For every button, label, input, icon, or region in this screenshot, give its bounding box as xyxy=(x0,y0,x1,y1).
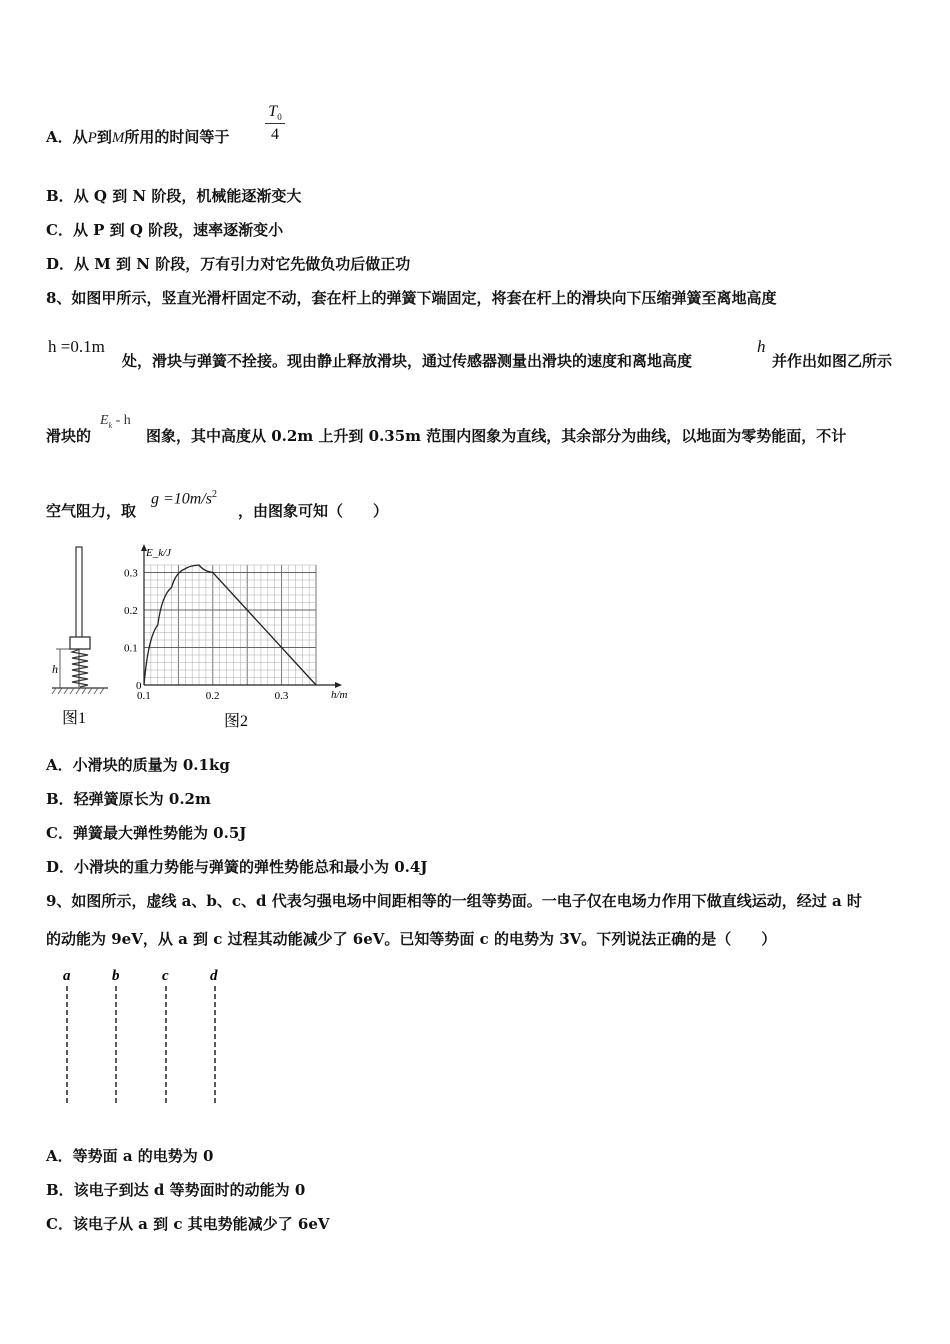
q9-stem-line-1: 9、如图所示，虚线 a、b、c、d 代表匀强电场中间距相等的一组等势面。一电子仅在电场力作用下做直线运动，经过 a 时 xyxy=(46,892,862,910)
q8-stem-line-4-end: ，由图象可知（ ） xyxy=(238,502,389,520)
chart-grid xyxy=(144,565,316,685)
y-tick-label: 0.2 xyxy=(124,605,138,617)
q8-stem-line-2: 处，滑块与弹簧不拴接。现由静止释放滑块，通过传感器测量出滑块的速度和离地高度 xyxy=(122,352,693,370)
equipotential-figure xyxy=(55,962,235,1112)
ek-h-label xyxy=(100,413,131,430)
q8-stem-line-1: 8、如图甲所示，竖直光滑杆固定不动，套在杆上的弹簧下端固定，将套在杆上的滑块向下压缩弹簧至离地高度 xyxy=(46,289,777,307)
h-symbol: h xyxy=(757,337,766,356)
label-b: b xyxy=(112,968,120,984)
q7-option-a-mid: 到 xyxy=(96,128,112,146)
y-tick-label: 0.1 xyxy=(124,642,138,655)
label-a: a xyxy=(63,968,71,984)
g-superscript: 2 xyxy=(212,489,218,500)
fig1-caption: 图1 xyxy=(62,710,87,727)
y-tick-label: 0.3 xyxy=(124,567,138,580)
q9-option-b: B．该电子到达 d 等势面时的动能为 0 xyxy=(46,1181,306,1199)
q8-option-d: D．小滑块的重力势能与弹簧的弹性势能总和最小为 0.4J xyxy=(46,858,428,876)
x-tick-label: 0.3 xyxy=(274,690,289,702)
slider-block xyxy=(70,637,90,649)
vertical-rod xyxy=(76,547,82,639)
figure-2-ek-h-chart xyxy=(126,540,366,735)
q7-option-a xyxy=(46,127,229,148)
label-c: c xyxy=(162,968,169,984)
fig2-caption: 图2 xyxy=(224,713,249,730)
q8-stem-line-3: 图象，其中高度从 0.2m 上升到 0.35m 范围内图象为直线，其余部分为曲线，以地面为零势能面，不计 xyxy=(146,427,847,445)
q8-stem-line-4-start: 空气阻力，取 xyxy=(46,502,137,520)
point-m: M xyxy=(111,130,125,146)
chart-axes xyxy=(141,544,342,688)
g-formula xyxy=(151,489,217,508)
ground-hatch xyxy=(52,688,104,694)
fraction-numerator: T xyxy=(268,103,278,120)
g-value: g =10m/s xyxy=(151,490,213,508)
y-axis-label: E_k/J xyxy=(146,547,172,559)
t0-over-4-fraction xyxy=(265,103,285,144)
fraction-denominator: 4 xyxy=(271,126,279,144)
ek-e: E xyxy=(100,413,109,428)
q8-stem-line-3-start: 滑块的 xyxy=(46,427,92,445)
spring xyxy=(72,649,88,687)
q9-option-c: C．该电子从 a 到 c 其电势能减少了 6eV xyxy=(46,1215,330,1233)
q7-option-a-suffix: 所用的时间等于 xyxy=(124,128,230,146)
y-tick-label: 0 xyxy=(136,680,142,692)
equipotential-b xyxy=(112,968,120,1104)
q7-option-c: C．从 P 到 Q 阶段，速率逐渐变小 xyxy=(46,221,284,239)
ek-sub: k xyxy=(108,420,113,430)
point-p: P xyxy=(87,130,97,146)
q8-option-a: A．小滑块的质量为 0.1kg xyxy=(46,756,230,774)
figure-1-apparatus xyxy=(46,545,126,735)
equipotential-d xyxy=(210,968,218,1104)
fig1-h-label: h xyxy=(52,662,58,676)
equipotential-c xyxy=(162,968,169,1104)
q8-option-b: B．轻弹簧原长为 0.2m xyxy=(46,790,211,808)
ek-dash-h: - h xyxy=(115,413,131,428)
q8-stem-line-2-end: 并作出如图乙所示 xyxy=(772,352,893,370)
h-equals-formula: h =0.1m xyxy=(48,337,105,356)
q8-option-c: C．弹簧最大弹性势能为 0.5J xyxy=(46,824,247,842)
x-tick-label: 0.2 xyxy=(205,690,220,702)
q7-option-a-prefix: A．从 xyxy=(46,128,88,146)
x-axis-label: h/m xyxy=(331,689,348,701)
q7-option-b: B．从 Q 到 N 阶段，机械能逐渐变大 xyxy=(46,187,302,205)
q9-stem-line-2: 的动能为 9eV，从 a 到 c 过程其动能减少了 6eV。已知等势面 c 的电势为 3V。下列说法正确的是（ ） xyxy=(46,930,777,948)
label-d: d xyxy=(210,968,218,984)
q9-option-a: A．等势面 a 的电势为 0 xyxy=(46,1147,214,1165)
x-tick-label: 0.1 xyxy=(137,690,151,702)
fraction-subscript: 0 xyxy=(277,112,282,123)
x-axis-arrow xyxy=(335,682,342,688)
q7-option-d: D．从 M 到 N 阶段，万有引力对它先做负功后做正功 xyxy=(46,255,411,273)
equipotential-a xyxy=(63,968,71,1104)
